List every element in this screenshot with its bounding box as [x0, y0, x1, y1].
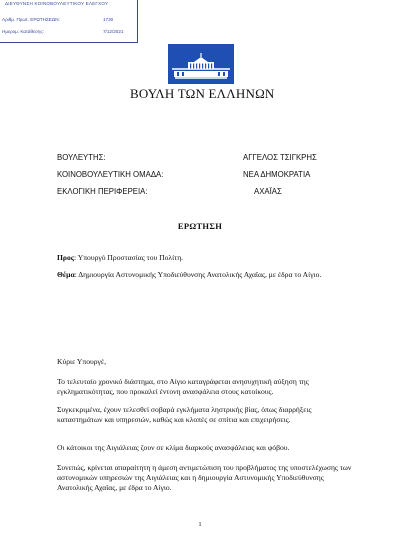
stamp-date-label: Ημερομ. Κατάθεσης:: [2, 29, 44, 34]
stamp-directorate: ΔΙΕΥΘΥΝΣΗ ΚΟΙΝΟΒΟΥΛΕΥΤΙΚΟΥ ΕΛΕΓΧΟΥ: [5, 1, 109, 6]
subject-label: Θέμα: [57, 270, 75, 279]
mp-label: ΒΟΥΛΕΥΤΗΣ:: [57, 153, 106, 162]
recipient-value: : Υπουργό Προστασίας του Πολίτη.: [73, 253, 184, 262]
subject-line: [57, 270, 357, 280]
document-title: ΕΡΩΤΗΣΗ: [177, 221, 223, 231]
stamp-protocol-value: 1730: [103, 17, 114, 22]
subject-value: : Δημιουργία Αστυνομικής Υποδιεύθυνσης Ανατολικής Αχαΐας, με έδρα το Αίγιο.: [74, 270, 322, 279]
parliament-name: ΒΟΥΛΗ ΤΩΝ ΕΛΛΗΝΩΝ: [130, 86, 275, 101]
recipient-line: [57, 253, 357, 263]
stamp-protocol-label: Αριθμ. Πρωτ. ΕΡΩΤΗΣΕΩΝ:: [2, 17, 60, 22]
body-paragraph: Το τελευταίο χρονικό διάστημα, στο Αίγιο καταγράφεται ανησυχητική αύξηση της εγκληματικότητας, που προκαλεί έντονη ανασφάλεια στους κατοίκους.: [57, 377, 309, 396]
parliament-emblem-icon: [168, 44, 234, 84]
region-label: ΕΚΛΟΓΙΚΗ ΠΕΡΙΦΕΡΕΙΑ:: [57, 187, 148, 196]
page-number: 1: [198, 521, 202, 528]
recipient-label: Προς: [57, 253, 74, 262]
body-paragraph: Συνεπώς, κρίνεται απαραίτητη η άμεση αντιμετώπιση του προβλήματος της υποστελέχωσης των αστυνομικών υπηρεσιών της Αιγιάλειας και η δημιουργία Αστυνομικής Υποδιεύθυνσης Ανατολικής Αχαΐας, με έδρα το Αίγιο.: [57, 463, 352, 492]
salutation: Κύριε Υπουργέ,: [57, 357, 106, 366]
registry-stamp: [0, 0, 138, 43]
body-paragraph: Οι κάτοικοι της Αιγιάλειας ζουν σε κλίμα διαρκούς ανασφάλειας και φόβου.: [57, 443, 290, 452]
group-value: ΝΕΑ ΔΗΜΟΚΡΑΤΙΑ: [243, 170, 311, 179]
stamp-date-value: 7/12/2021: [103, 29, 124, 34]
group-label: ΚΟΙΝΟΒΟΥΛΕΥΤΙΚΗ ΟΜΑΔΑ:: [57, 170, 164, 179]
mp-value: ΑΓΓΕΛΟΣ ΤΣΙΓΚΡΗΣ: [243, 153, 317, 162]
body-paragraph: Συγκεκριμένα, έχουν τελεσθεί σοβαρά εγκλήματα ληστρικής βίας, όπως διαρρήξεις καταστημάτων και υπηρεσιών, καθώς και κλοπές σε σπίτια και επιχειρήσεις.: [57, 405, 312, 424]
region-value: ΑΧΑΪΑΣ: [254, 187, 282, 196]
